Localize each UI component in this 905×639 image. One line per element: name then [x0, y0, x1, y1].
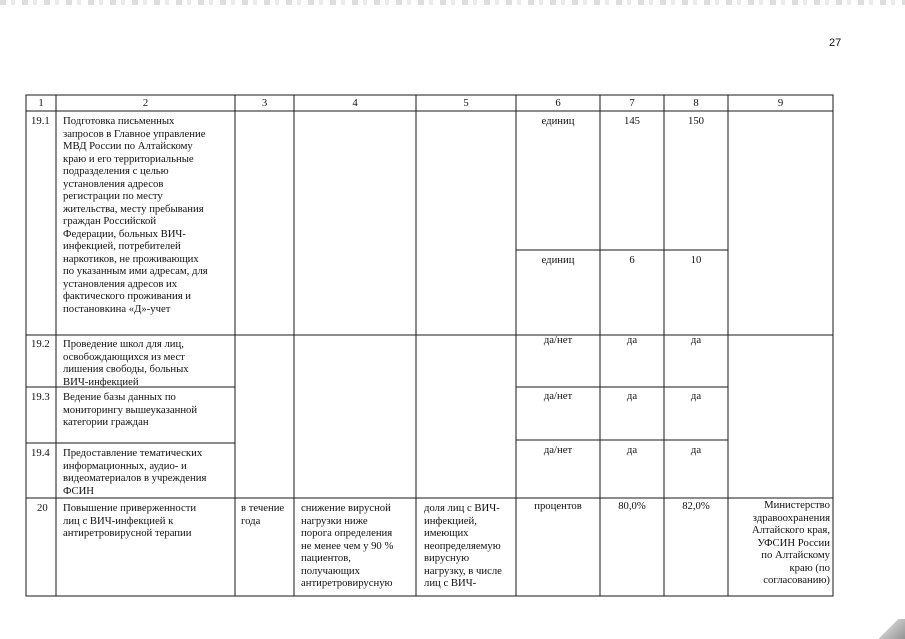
text-line: категории граждан	[63, 416, 149, 428]
header-cell: 3	[261, 97, 268, 109]
text-line: в течение	[241, 502, 285, 514]
text-line: МВД России по Алтайскому	[63, 140, 193, 152]
header-cell: 7	[629, 97, 635, 109]
text-line: УФСИН России	[757, 536, 830, 549]
header-cell: 5	[463, 97, 469, 109]
text-line: установления адресов их	[63, 277, 178, 290]
text-line: антиретровирусной терапии	[63, 527, 192, 539]
header-cell: 9	[777, 97, 784, 109]
text-line: антиретровирусную	[301, 577, 393, 589]
value-2025-cell: да	[690, 334, 702, 346]
text-line: лиц с ВИЧ-инфекцией к	[63, 514, 174, 527]
text-line: Предоставление тематических	[63, 447, 203, 459]
text-line: Федерации, больных ВИЧ-	[63, 227, 186, 240]
value-2025-cell: да	[690, 444, 702, 456]
text-line: граждан Российской	[63, 215, 157, 227]
text-line: инфекцией,	[424, 514, 477, 527]
row-name	[63, 115, 208, 315]
row-number: 20	[37, 502, 48, 514]
text-line: ФСИН	[63, 484, 95, 497]
unit-cell: да/нет	[543, 444, 573, 456]
responsible-cell	[730, 499, 830, 587]
text-line: снижение вирусной	[301, 502, 391, 514]
text-line: видеоматериалов в учреждения	[63, 472, 207, 484]
text-line: регистрации по месту	[63, 190, 163, 202]
value-2024-cell: 145	[623, 115, 641, 127]
value-2024-cell: 80,0%	[618, 500, 646, 512]
value-2025-cell: 82,0%	[682, 500, 710, 512]
value-2024-cell: да	[626, 390, 638, 402]
text-line: Повышение приверженности	[63, 502, 197, 514]
text-line: лиц с ВИЧ-	[424, 577, 477, 589]
text-line: по Алтайскому	[761, 549, 830, 561]
value-2025-cell: 10	[690, 254, 702, 266]
page-number: 27	[829, 37, 842, 49]
text-line: не менее чем у 90 %	[301, 539, 394, 552]
row-number: 19.3	[31, 391, 50, 403]
text-line: установления адресов	[63, 177, 164, 190]
unit-cell: да/нет	[543, 334, 573, 346]
header-cell: 2	[142, 97, 149, 109]
row-number: 19.2	[31, 338, 50, 350]
text-line: постановкина «Д»-учет	[63, 302, 171, 315]
text-line: по указанным ими адресам, для	[63, 265, 208, 277]
text-line: нагрузки ниже	[301, 514, 368, 527]
header-cell: 8	[693, 97, 699, 109]
text-line: Ведение базы данных по	[63, 391, 176, 403]
row-number: 19.4	[31, 447, 50, 459]
header-cell: 1	[38, 97, 44, 109]
text-line: получающих	[301, 564, 360, 577]
value-2025-cell: да	[690, 390, 702, 402]
row-name	[63, 391, 197, 429]
text-line: информационных, аудио- и	[63, 459, 187, 472]
header-cell: 6	[555, 97, 561, 109]
result-cell	[301, 502, 393, 590]
text-line: Министерство	[764, 499, 830, 511]
text-line: вирусную	[424, 552, 470, 564]
text-line: краю (по	[789, 561, 830, 574]
unit-cell: единиц	[541, 115, 575, 127]
unit-cell: процентов	[534, 500, 582, 512]
value-2024-cell: 6	[629, 254, 635, 266]
indicator-cell	[424, 502, 502, 590]
row-name	[63, 447, 206, 497]
text-line: Проведение школ для лиц,	[63, 338, 184, 350]
text-line: мониторингу вышеуказанной	[63, 403, 198, 416]
text-line: года	[241, 514, 261, 527]
text-line: доля лиц с ВИЧ-	[424, 502, 500, 514]
unit-cell: единиц	[541, 254, 575, 266]
text-line: фактического проживания и	[63, 290, 192, 302]
text-line: Алтайского края,	[751, 524, 830, 536]
header-cell: 4	[352, 97, 358, 109]
text-line: жительства, месту пребывания	[63, 202, 204, 215]
value-2025-cell: 150	[687, 115, 705, 127]
text-line: освобождающихся из мест	[63, 350, 185, 363]
text-line: ВИЧ-инфекцией	[63, 375, 139, 388]
text-line: нагрузку, в числе	[424, 564, 502, 577]
text-line: согласованию)	[763, 574, 830, 586]
text-line: подразделения с целью	[63, 165, 169, 177]
text-line: пациентов,	[301, 552, 351, 564]
scan-edge-artifact	[0, 0, 905, 5]
text-line: запросов в Главное управление	[63, 127, 206, 140]
value-2024-cell: да	[626, 334, 638, 346]
period-cell	[241, 502, 284, 527]
value-2024-cell: да	[626, 444, 638, 456]
row-name	[63, 502, 196, 540]
text-line: имеющих	[424, 527, 469, 539]
row-name	[63, 338, 189, 388]
text-line: наркотиков, не проживающих	[63, 252, 199, 265]
text-line: краю и его территориальные	[63, 152, 194, 165]
unit-cell: да/нет	[543, 390, 573, 402]
text-line: лишения свободы, больных	[63, 363, 189, 375]
scan-corner-artifact	[865, 619, 905, 639]
text-line: порога определения	[301, 527, 393, 539]
text-line: Подготовка письменных	[63, 115, 175, 127]
text-line: здравоохранения	[752, 511, 830, 524]
text-line: неопределяемую	[424, 539, 501, 552]
text-line: инфекцией, потребителей	[63, 240, 181, 252]
row-number: 19.1	[31, 115, 50, 127]
